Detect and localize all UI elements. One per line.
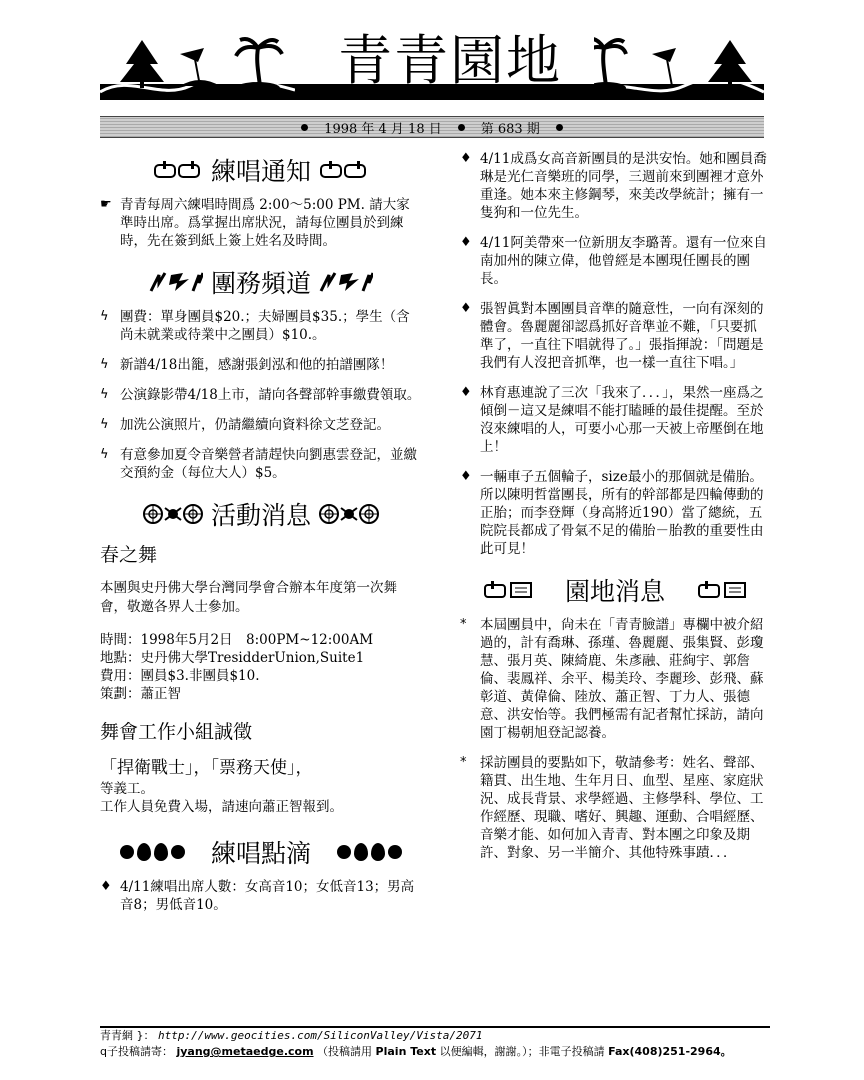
list-item: ϟ 加洗公演照片，仍請繼續向資料徐文芝登記。 <box>100 417 390 433</box>
event-organizer: 策劃：蕭正智 <box>100 686 181 702</box>
recruit-roles: 「捍衛戰士」，「票務天使」， <box>100 758 313 778</box>
lightning-bullet-icon: ϟ <box>100 447 109 462</box>
list-item: * 本屆團員中，尙未在「青青臉譜」專欄中被介紹過的，計有喬琳、孫瑾、魯麗麗、張集賢、彭瓊慧、張月英、陳綺鹿、朱彥融、莊絢宇、郭詹倫、裴鳳祥、余平、楊美玲、李麗珍、彭飛、蘇彰道、黃偉倫、陸放、蕭正智、丁力人、張德意、洪安怡等。我們極需有記者幫忙採訪，請向園丁楊朝旭登記認養。 <box>460 617 764 741</box>
section-heading-practice <box>100 150 422 190</box>
lightning-bullet-icon: ϟ <box>100 417 109 432</box>
lightning-icon <box>319 271 373 293</box>
mailbox-icon <box>697 579 747 601</box>
drop-bullet-icon: ♦ <box>460 385 472 400</box>
lightning-icon <box>149 271 203 293</box>
section-title: 練唱通知 <box>210 157 311 186</box>
list-item: ♦ 張智眞對本團團員音準的隨意性，一向有深刻的體會。魯麗麗卻認爲抓好音準並不難，「只要抓準了，一直往下唱就得了。」張指揮說：「問題是我們有人沒把音抓準，也一樣一直往下唱。」 <box>460 301 764 371</box>
event-location: 地點：史丹佛大學TresidderUnion,Suite1 <box>100 650 365 666</box>
section-title: 團務頻道 <box>210 269 311 298</box>
footer-mail-line <box>100 1044 770 1060</box>
bullet-dot-icon <box>458 124 465 131</box>
section-heading-affairs <box>100 262 422 302</box>
asterisk-bullet-icon: * <box>460 755 467 770</box>
event-intro: 本團與史丹佛大學台灣同學會合辦本年度第一次舞會，敬邀各界人士參加。 <box>100 580 397 615</box>
issue-datebar <box>100 116 764 138</box>
lightning-bullet-icon: ϟ <box>100 387 109 402</box>
event-fee: 費用：團員$3.非團員$10. <box>100 668 260 684</box>
issue-number: 第 683 期 <box>480 121 540 137</box>
footer-mail-label: q子投稿請寄： <box>100 1045 173 1058</box>
drop-bullet-icon: ♦ <box>100 879 112 894</box>
left-column <box>100 150 422 926</box>
section-title: 活動消息 <box>210 501 311 530</box>
lightning-bullet-icon: ϟ <box>100 309 109 324</box>
lightning-bullet-icon: ϟ <box>100 357 109 372</box>
footer-fax: Fax(408)251-2964。 <box>608 1045 732 1058</box>
list-item: ♦ 4/11成爲女高音新團員的是洪安怡。她和團員喬琳是光仁音樂班的同學，三週前來到團裡才意外重逢。她本來主修鋼琴，來美改學統計；擁有一隻狗和一位先生。 <box>460 151 767 221</box>
footer <box>100 1028 770 1060</box>
event-title: 春之舞 <box>100 544 158 566</box>
footer-web-line <box>100 1028 770 1044</box>
section-heading-garden <box>460 570 770 610</box>
practice-notice-text: 青青每周六練唱時間爲 2:00～5:00 PM. 請大家準時出席。爲掌握出席狀況，請每位團員於到練時，先在簽到紙上簽上姓名及時間。 <box>120 197 410 249</box>
section-title: 練唱點滴 <box>210 839 311 868</box>
mailbox-icon <box>483 579 533 601</box>
mailbox-icon <box>153 159 203 181</box>
issue-date: 1998 年 4 月 18 日 <box>324 121 442 137</box>
website-link[interactable]: http://www.geocities.com/SiliconValley/Vista/2071 <box>158 1029 483 1042</box>
section-heading-activity <box>100 494 422 534</box>
list-item: ϟ 新譜4/18出籠，感謝張釗泓和他的拍譜團隊！ <box>100 357 394 373</box>
masthead <box>100 30 764 100</box>
bullet-dot-icon <box>556 124 563 131</box>
footer-note: 以便編輯，謝謝。）；非電子投稿請 <box>439 1045 605 1058</box>
list-item: ♦ 4/11練唱出席人數：女高音10；女低音13；男高音8；男低音10。 <box>100 879 415 913</box>
email-link[interactable]: jyang@metaedge.com <box>176 1045 314 1058</box>
section-heading-drops <box>100 832 422 872</box>
list-item: ϟ 有意參加夏令音樂營者請趕快向劉惠雲登記，並繳交預約金（每位大人）$5。 <box>100 447 417 481</box>
beach-scene-right-icon <box>594 34 764 100</box>
drop-bullet-icon: ♦ <box>460 301 472 316</box>
bullet-dot-icon <box>301 124 308 131</box>
drop-icon <box>120 843 185 861</box>
drop-bullet-icon: ♦ <box>460 469 472 484</box>
list-item: ϟ 團費：單身團員$20.；夫婦團員$35.；學生（含尚未就業或待業中之團員）$10.。 <box>100 309 410 343</box>
recruit-title: 舞會工作小組誠徵 <box>100 721 253 743</box>
section-title: 園地消息 <box>564 577 665 606</box>
footer-note: Plain Text <box>375 1045 437 1058</box>
spider-web-icon <box>319 502 379 526</box>
event-time: 時間：1998年5月2日 8:00PM~12:00AM <box>100 632 374 648</box>
masthead-title: 青青園地 <box>338 29 562 92</box>
drop-bullet-icon: ♦ <box>460 151 472 166</box>
right-column <box>460 150 770 874</box>
recruit-line: 等義工。 <box>100 781 154 797</box>
drop-icon <box>337 843 402 861</box>
list-item: ♦ 4/11阿美帶來一位新朋友李璐菁。還有一位來自南加州的陳立偉，他曾經是本團現任團長的團長。 <box>460 235 767 287</box>
spider-web-icon <box>143 502 203 526</box>
hand-pointer-icon: ☛ <box>100 197 112 212</box>
list-item: ♦ 林育惠連說了三次「我來了．．．」，果然一座爲之傾倒－這又是練唱不能打瞌睡的最佳提醒。至於沒來練唱的人，可要小心那一天被上帝壓倒在地上！ <box>460 385 764 455</box>
footer-note: （投稿請用 <box>317 1045 373 1058</box>
mailbox-icon <box>319 159 369 181</box>
practice-notice <box>100 196 422 250</box>
drop-bullet-icon: ♦ <box>460 235 472 250</box>
asterisk-bullet-icon: * <box>460 617 467 632</box>
list-item: * 採訪團員的要點如下，敬請參考：姓名、聲部、籍貫、出生地、生年月日、血型、星座、家庭狀況、成長背景、求學經過、主修學科、學位、工作經歷、現職、嗜好、興趣、運動、合唱經歷、音樂才能、如何加入青青、對本團之印象及期許、對象、另一半簡介、其他特殊事蹟．．． <box>460 755 764 861</box>
list-item: ϟ 公演錄影帶4/18上市，請向各聲部幹事繳費領取。 <box>100 387 421 403</box>
footer-web-label: 青青網 }： <box>100 1029 155 1042</box>
beach-scene-left-icon <box>100 34 295 100</box>
recruit-line: 工作人員免費入場，請速向蕭正智報到。 <box>100 799 343 815</box>
event-info <box>100 631 422 703</box>
list-item: ♦ 一輛車子五個輪子，size最小的那個就是備胎。所以陳明哲當團長，所有的幹部都是四輪傳動的正胎；而李登輝（身高將近190）當了總統，五院院長都成了骨氣不足的備胎－胎教的重要性由此可見！ <box>460 469 764 557</box>
